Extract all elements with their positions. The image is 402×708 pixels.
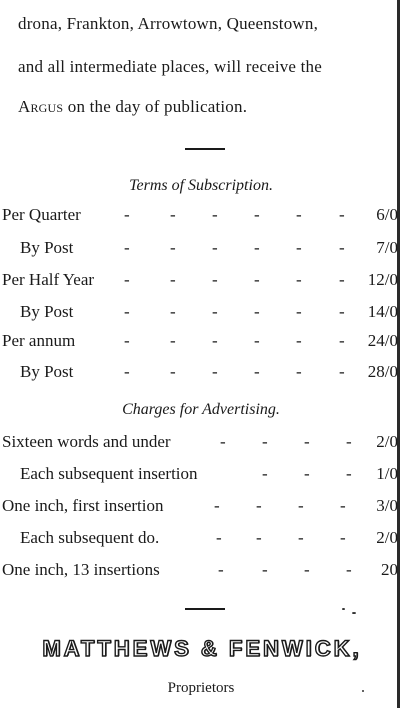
leader-dot: - [254,302,260,321]
leader-dot: - [262,464,268,483]
leader-dot: - [339,302,345,321]
leader-dot: - [254,205,260,224]
table-row [0,560,400,584]
leader-dot: - [254,331,260,350]
proprietors-label: Proprietors [167,680,235,696]
leader-dot: - [304,560,310,579]
leader-dot: - [346,464,352,483]
row-amount: 6/0 [376,205,398,224]
leader-dot: - [346,560,352,579]
leader-dot: - [254,362,260,381]
leader-dot: - [340,496,346,515]
leader-dot: - [296,205,302,224]
leader-dot: - [254,238,260,257]
leader-dot: - [170,270,176,289]
print-speck [342,608,345,610]
row-label: Per Quarter [2,205,81,224]
row-label: Each subsequent do. [20,528,160,547]
leader-dot: - [170,331,176,350]
leader-dot: - [124,238,130,257]
advertising-heading: Charges for Advertising. [122,401,280,418]
leader-dot: - [339,205,345,224]
row-label: By Post [20,302,74,321]
leader-dot: - [124,205,130,224]
leader-dot: - [124,270,130,289]
leader-dot: - [254,270,260,289]
row-amount: 28/0 [367,362,398,381]
row-amount: 20 [381,560,398,579]
leader-dot: - [216,528,222,547]
table-row [0,362,400,386]
leader-dot: - [339,270,345,289]
intro-line-rest: on the day of publication. [63,97,248,116]
leader-dot: - [339,362,345,381]
row-label: By Post [20,238,74,257]
leader-dot: - [170,302,176,321]
leader-dot: - [212,302,218,321]
leader-dot: - [339,238,345,257]
row-label: Per annum [2,331,76,350]
leader-dot: - [296,362,302,381]
leader-dot: - [212,331,218,350]
leader-dot: - [124,362,130,381]
leader-dot: - [124,302,130,321]
row-amount: 12/0 [367,270,398,289]
firm-name: MATTHEWS & FENWICK, [42,636,362,661]
leader-dot: - [212,270,218,289]
leader-dot: - [298,528,304,547]
row-label: Per Half Year [2,270,95,289]
leader-dot: - [212,238,218,257]
leader-dot: - [304,432,310,451]
row-label: Sixteen words and under [2,432,171,451]
leader-dot: - [212,362,218,381]
leader-dot: - [212,205,218,224]
row-label: By Post [20,362,74,381]
table-row [0,496,400,520]
intro-line [18,97,247,117]
row-label: One inch, first insertion [2,496,164,515]
leader-dot: - [256,528,262,547]
newspaper-name: Argus [18,97,64,116]
leader-dot: - [340,528,346,547]
intro-line: and all intermediate places, will receive the [18,57,323,76]
table-row [0,528,400,552]
leader-dot: - [256,496,262,515]
leader-dot: - [296,302,302,321]
leader-dot: - [296,331,302,350]
table-row [0,432,400,456]
row-label: Each subsequent insertion [20,464,198,483]
leader-dot: - [214,496,220,515]
leader-dot: - [220,432,226,451]
row-amount: 7/0 [376,238,398,257]
leader-dot: - [218,560,224,579]
leader-dot: - [170,362,176,381]
row-amount: 1/0 [376,464,398,483]
row-amount: 2/0 [376,528,398,547]
leader-dot: - [124,331,130,350]
section-divider [185,608,225,610]
table-row [0,464,400,488]
table-row [0,270,400,294]
table-row [0,302,400,326]
leader-dot: - [296,238,302,257]
print-speck [352,612,356,614]
leader-dot: - [298,496,304,515]
leader-dot: - [304,464,310,483]
row-amount: 24/0 [367,331,398,350]
leader-dot: - [296,270,302,289]
table-row [0,205,400,229]
leader-dot: - [262,432,268,451]
leader-dot: - [346,432,352,451]
leader-dot: - [170,238,176,257]
leader-dot: - [170,205,176,224]
print-speck [362,690,364,692]
table-row [0,238,400,262]
table-row [0,331,400,355]
section-divider [185,148,225,150]
leader-dot: - [339,331,345,350]
row-amount: 3/0 [376,496,398,515]
row-amount: 2/0 [376,432,398,451]
leader-dot: - [262,560,268,579]
intro-line: drona, Frankton, Arrowtown, Queenstown, [18,14,319,33]
row-label: One inch, 13 insertions [2,560,160,579]
subscription-heading: Terms of Subscription. [129,177,273,194]
row-amount: 14/0 [367,302,398,321]
